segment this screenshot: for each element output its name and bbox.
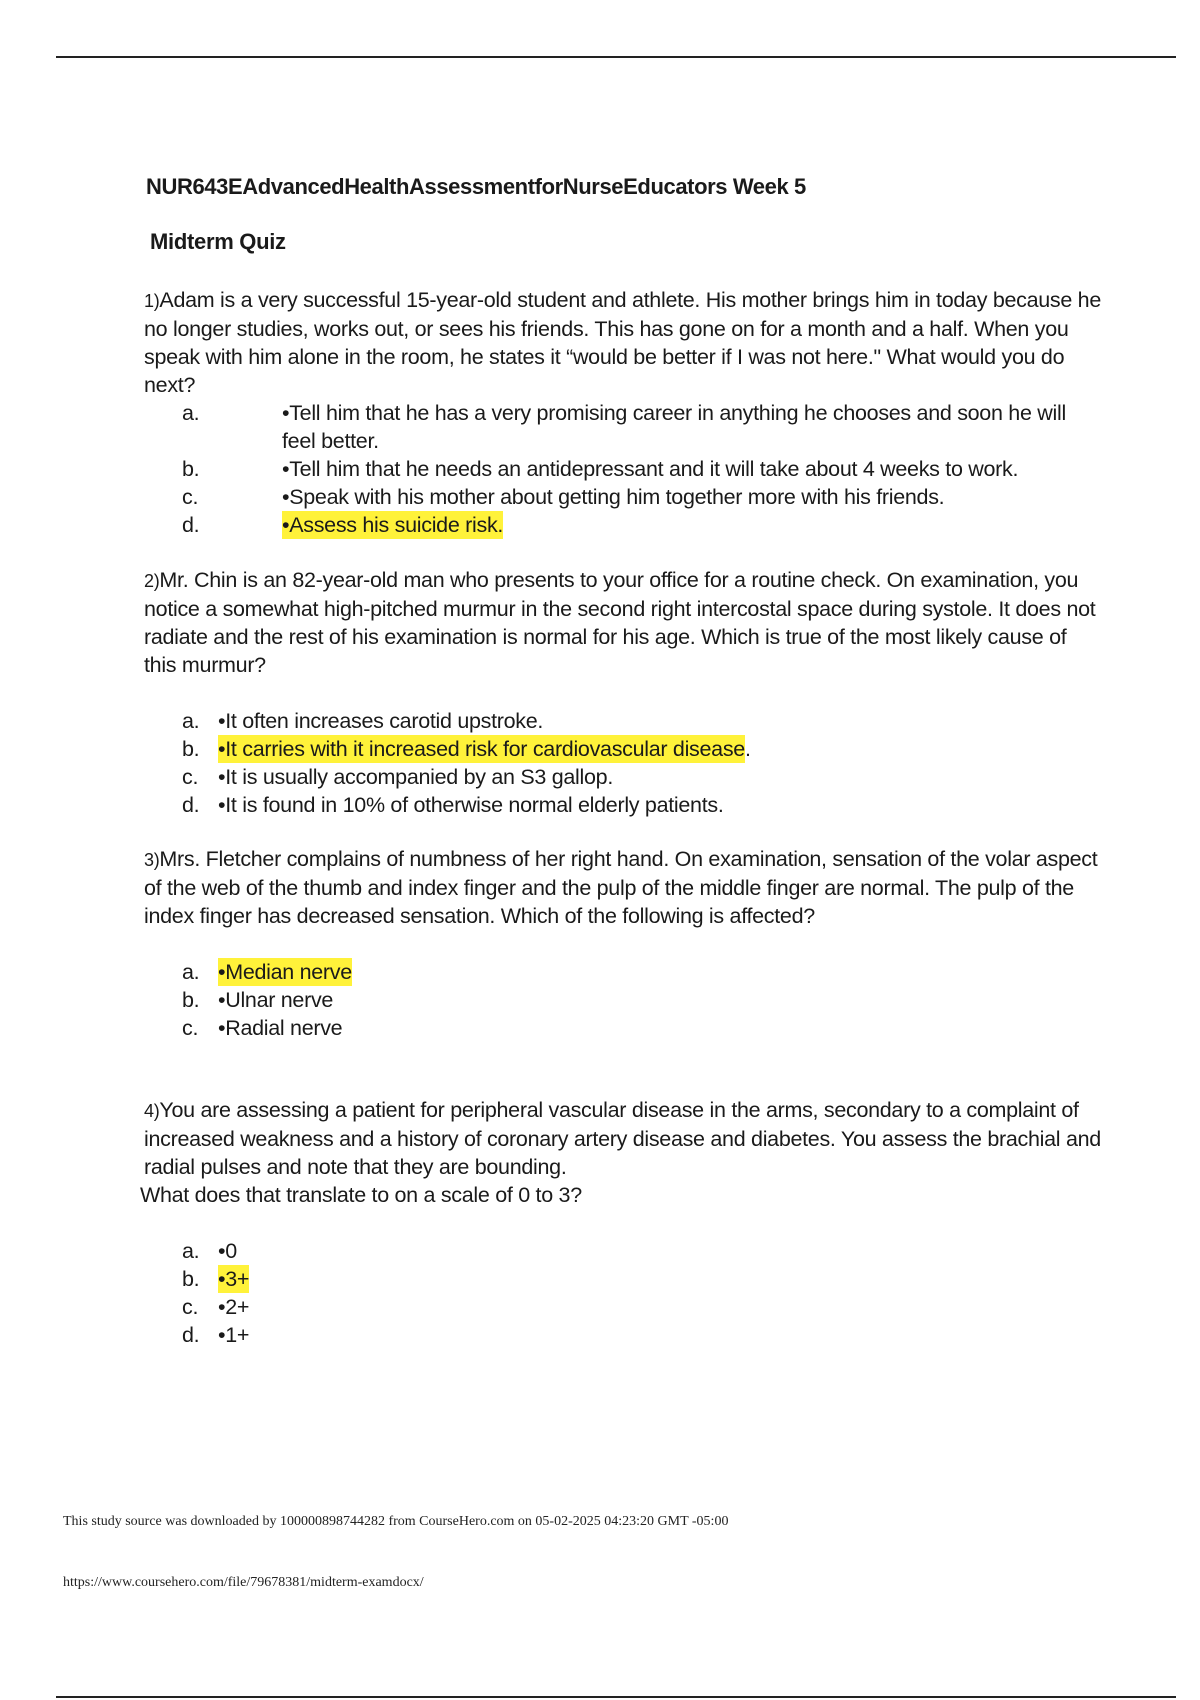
option-text-suffix: . xyxy=(744,737,751,761)
question-1 xyxy=(144,286,1104,539)
question-3-stem xyxy=(144,845,1104,930)
answer-option-a[interactable] xyxy=(144,958,1104,986)
question-text: You are assessing a patient for peripheral vascular disease in the arms, secondary to a complaint of increased weakness and a history of coronary artery disease and diabetes. You assess the brachial and radial pulses and note that they are bounding. xyxy=(144,1098,1101,1179)
answer-option-a[interactable] xyxy=(144,1237,1104,1265)
option-letter: b. xyxy=(182,457,200,481)
answer-options xyxy=(144,399,1104,539)
answer-option-a[interactable] xyxy=(144,399,1104,455)
answer-option-c[interactable] xyxy=(144,763,1104,791)
option-text-highlighted: •Median nerve xyxy=(218,960,352,984)
option-text: •Tell him that he has a very promising career in anything he chooses and soon he will feel better. xyxy=(282,401,1066,453)
option-text: •Radial nerve xyxy=(218,1016,343,1040)
option-letter: b. xyxy=(182,988,200,1012)
answer-option-b[interactable] xyxy=(144,986,1104,1014)
question-text: Mr. Chin is an 82-year-old man who presents to your office for a routine check. On examination, you notice a somewhat high-pitched murmur in the second right intercostal space during systole. It does not radiate and the rest of his examination is normal for his age. Which is true of the most likely cause of this murmur? xyxy=(144,568,1096,677)
option-letter: a. xyxy=(182,1239,200,1263)
question-number: 2) xyxy=(144,571,160,591)
question-2 xyxy=(144,566,1104,819)
option-letter: c. xyxy=(182,1016,199,1040)
answer-options xyxy=(144,1237,1104,1349)
answer-option-d[interactable] xyxy=(144,1321,1104,1349)
option-text-highlighted: •Assess his suicide risk. xyxy=(282,513,504,537)
document-subtitle: Midterm Quiz xyxy=(150,229,286,254)
answer-option-c[interactable] xyxy=(144,1014,1104,1042)
option-letter: c. xyxy=(182,485,199,509)
top-rule xyxy=(56,56,1176,58)
option-text: •It is usually accompanied by an S3 gallop. xyxy=(218,765,614,789)
question-number: 4) xyxy=(144,1101,160,1121)
option-letter: a. xyxy=(182,709,200,733)
option-letter: a. xyxy=(182,960,200,984)
question-2-stem xyxy=(144,566,1104,679)
answer-option-c[interactable] xyxy=(144,1293,1104,1321)
answer-option-b[interactable] xyxy=(144,455,1104,483)
question-4 xyxy=(140,1096,1104,1349)
option-text: •Ulnar nerve xyxy=(218,988,334,1012)
question-1-stem xyxy=(144,286,1104,399)
option-text: •2+ xyxy=(218,1295,250,1319)
option-text: •Speak with his mother about getting him together more with his friends. xyxy=(282,485,945,509)
answer-option-d[interactable] xyxy=(144,511,1104,539)
document-title: NUR643EAdvancedHealthAssessmentforNurseEducators Week 5 xyxy=(146,174,806,199)
answer-option-b[interactable] xyxy=(144,735,1104,763)
answer-options xyxy=(144,707,1104,819)
answer-option-b[interactable] xyxy=(144,1265,1104,1293)
footer-url[interactable]: https://www.coursehero.com/file/79678381/midterm-examdocx/ xyxy=(63,1575,424,1590)
question-3 xyxy=(144,845,1104,1042)
question-4-stem xyxy=(144,1096,1104,1181)
option-letter: b. xyxy=(182,1267,200,1291)
question-4-prompt: What does that translate to on a scale of 0 to 3? xyxy=(140,1183,582,1207)
option-letter: b. xyxy=(182,737,200,761)
question-number: 1) xyxy=(144,291,160,311)
answer-option-a[interactable] xyxy=(144,707,1104,735)
answer-option-c[interactable] xyxy=(144,483,1104,511)
option-text-highlighted: •It carries with it increased risk for cardiovascular disease xyxy=(218,737,745,761)
answer-option-d[interactable] xyxy=(144,791,1104,819)
question-number: 3) xyxy=(144,850,160,870)
option-text: •Tell him that he needs an antidepressant and it will take about 4 weeks to work. xyxy=(282,457,1019,481)
option-letter: c. xyxy=(182,765,199,789)
footer-source-note: This study source was downloaded by 100000898744282 from CourseHero.com on 05-02-2025 04:23:20 GMT -05:00 xyxy=(63,1514,729,1529)
option-text-highlighted: •3+ xyxy=(218,1267,250,1291)
option-letter: d. xyxy=(182,513,200,537)
option-text: •It often increases carotid upstroke. xyxy=(218,709,544,733)
bottom-rule xyxy=(56,1696,1176,1698)
question-text: Mrs. Fletcher complains of numbness of her right hand. On examination, sensation of the volar aspect of the web of the thumb and index finger and the pulp of the middle finger are normal. The pulp of the index finger has decreased sensation. Which of the following is affected? xyxy=(144,847,1098,928)
answer-options xyxy=(144,958,1104,1042)
option-text: •1+ xyxy=(218,1323,250,1347)
option-letter: d. xyxy=(182,793,200,817)
option-letter: a. xyxy=(182,401,200,425)
question-text: Adam is a very successful 15-year-old student and athlete. His mother brings him in today because he no longer studies, works out, or sees his friends. This has gone on for a month and a half. When you speak with him alone in the room, he states it “would be better if I was not here." What would you do next? xyxy=(144,288,1101,397)
option-letter: d. xyxy=(182,1323,200,1347)
option-letter: c. xyxy=(182,1295,199,1319)
option-text: •It is found in 10% of otherwise normal elderly patients. xyxy=(218,793,724,817)
option-text: •0 xyxy=(218,1239,237,1263)
